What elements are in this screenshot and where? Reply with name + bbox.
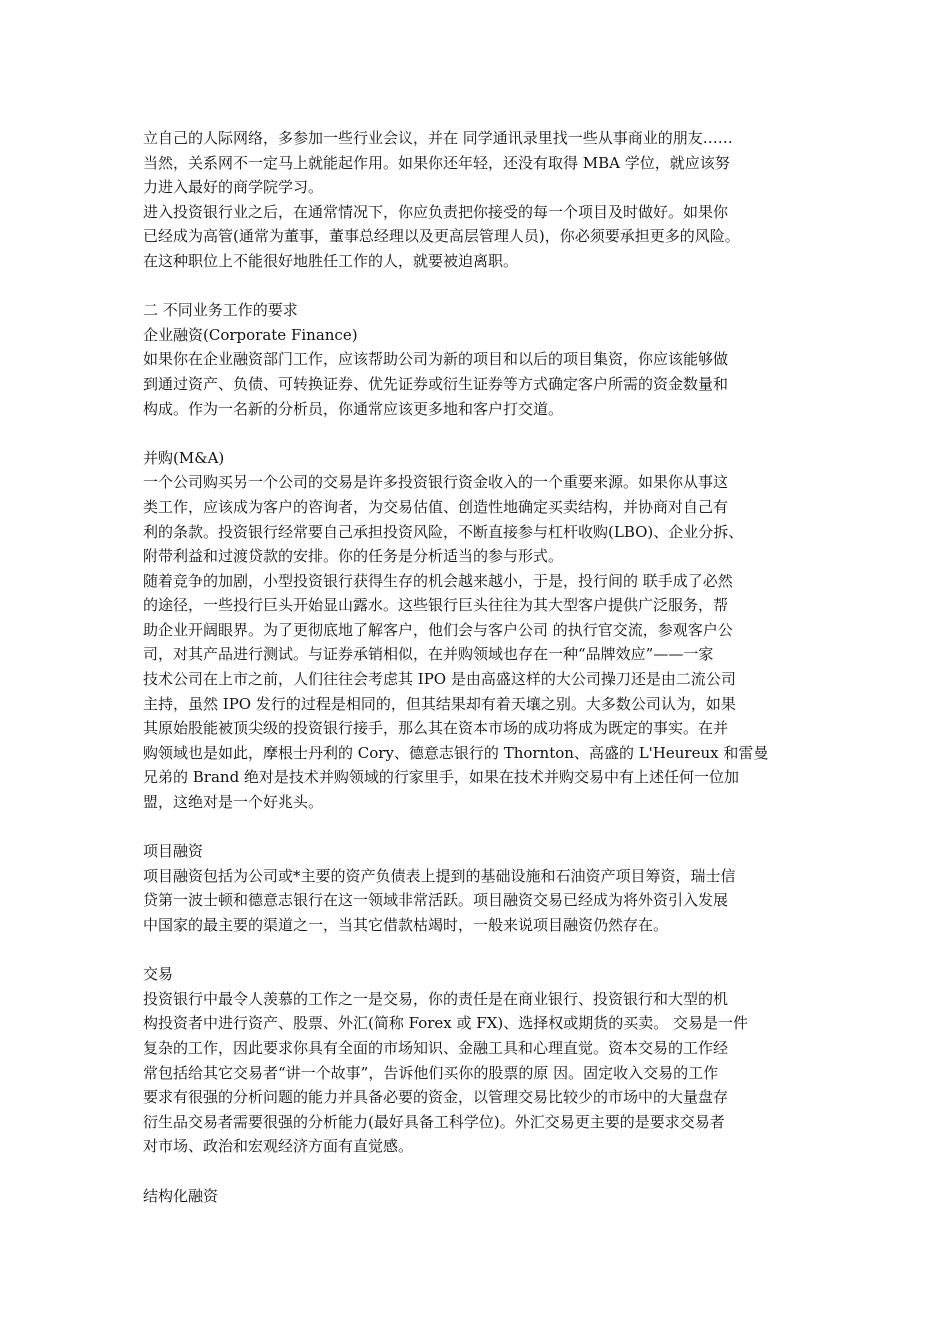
text-line: 中国家的最主要的渠道之一，当其它借款枯竭时，一般来说项目融资仍然存在。: [143, 916, 669, 934]
text-line: 到通过资产、负债、可转换证券、优先证券或衍生证券等方式确定客户所需的资金数量和: [143, 374, 729, 393]
paragraph: [143, 347, 815, 421]
text-line: 常包括给其它交易者“讲一个故事”，告诉他们买你的股票的原 因。固定收入交易的工作: [143, 1063, 719, 1082]
text-line: 结构化融资: [143, 1186, 219, 1205]
text-line: 构投资者中进行资产、股票、外汇(简称 Forex 或 FX)、选择权或期货的买卖。 交易是一件: [143, 1014, 748, 1033]
text-line: 盟，这绝对是一个好兆头。: [143, 793, 324, 812]
text-line: 如果你在企业融资部门工作，应该帮助公司为新的项目和以后的项目集资，你应该能够做: [143, 350, 729, 369]
text-line: 立自己的人际网络，多参加一些行业会议，并在 同学通讯录里找一些从事商业的朋友……: [143, 129, 733, 147]
text-line: 助企业开阔眼界。为了更彻底地了解客户，他们会与客户公司 的执行官交流，参观客户公: [143, 620, 733, 639]
text-line: 项目融资包括为公司或*主要的资产负债表上提到的基础设施和石油资产项目筹资，瑞士信: [143, 866, 736, 885]
paragraph: [143, 569, 815, 815]
text-line: 交易: [143, 965, 174, 984]
paragraph: [143, 864, 815, 938]
text-line: 在这种职位上不能很好地胜任工作的人，就要被迫离职。: [143, 251, 519, 270]
text-line: 构成。作为一名新的分析员，你通常应该更多地和客户打交道。: [143, 399, 564, 418]
text-line: 投资银行中最令人羡慕的工作之一是交易，你的责任是在商业银行、投资银行和大型的机: [143, 989, 729, 1008]
text-line: 已经成为高管(通常为董事，董事总经理以及更高层管理人员)，你必须要承担更多的风险。: [143, 227, 740, 246]
paragraph: [143, 446, 815, 471]
text-line: 购领域也是如此，摩根士丹利的 Cory、德意志银行的 Thornton、高盛的 L'Heureux 和雷曼: [143, 743, 769, 762]
text-line: 附带利益和过渡贷款的安排。你的任务是分析适当的参与形式。: [143, 547, 564, 566]
blank-line: [143, 938, 815, 963]
blank-line: [143, 815, 815, 840]
text-line: 一个公司购买另一个公司的交易是许多投资银行资金收入的一个重要来源。如果你从事这: [143, 473, 729, 492]
paragraph: [143, 323, 815, 348]
text-line: 技术公司在上市之前，人们往往会考虑其 IPO 是由高盛这样的大公司操刀还是由二流公司: [143, 670, 736, 689]
text-line: 二 不同业务工作的要求: [143, 301, 298, 320]
text-line: 的途径，一些投行巨头开始显山露水。这些银行巨头往往为其大型客户提供广泛服务，帮: [143, 596, 729, 615]
paragraph: [143, 987, 815, 1159]
text-line: 并购(M&A): [143, 448, 225, 467]
text-line: 随着竞争的加剧，小型投资银行获得生存的机会越来越小，于是，投行间的 联手成了必然: [143, 571, 733, 590]
blank-line: [143, 1159, 815, 1184]
paragraph: [143, 1184, 815, 1209]
text-line: 要求有很强的分析问题的能力并具备必要的资金，以管理交易比较少的市场中的大量盘存: [143, 1088, 729, 1107]
text-line: 企业融资(Corporate Finance): [143, 325, 358, 344]
text-line: 复杂的工作，因此要求你具有全面的市场知识、金融工具和心理直觉。资本交易的工作经: [143, 1038, 729, 1057]
paragraph: [143, 962, 815, 987]
text-line: 兄弟的 Brand 绝对是技术并购领域的行家里手，如果在技术并购交易中有上述任何一位加: [143, 768, 739, 787]
paragraph: [143, 200, 815, 274]
blank-line: [143, 421, 815, 446]
text-line: 利的条款。投资银行经常要自己承担投资风险，不断直接参与杠杆收购(LBO)、企业分拆、: [143, 522, 744, 541]
blank-line: [143, 274, 815, 299]
text-line: 衍生品交易者需要很强的分析能力(最好具备工科学位)。外汇交易更主要的是要求交易者: [143, 1112, 725, 1131]
document-page: [143, 126, 815, 1208]
text-line: 主持，虽然 IPO 发行的过程是相同的，但其结果却有着天壤之别。大多数公司认为，如果: [143, 694, 736, 713]
text-line: 进入投资银行业之后，在通常情况下，你应负责把你接受的每一个项目及时做好。如果你: [143, 202, 729, 221]
text-line: 项目融资: [143, 842, 204, 861]
paragraph: [143, 298, 815, 323]
paragraph: [143, 126, 815, 200]
text-line: 对市场、政治和宏观经济方面有直觉感。: [143, 1137, 414, 1156]
text-line: 其原始股能被顶尖级的投资银行接手，那么其在资本市场的成功将成为既定的事实。在并: [143, 719, 729, 738]
paragraph: [143, 839, 815, 864]
text-line: 司，对其产品进行测试。与证券承销相似，在并购领域也存在一种“品牌效应”——一家: [143, 645, 714, 664]
text-line: 类工作，应该成为客户的咨询者，为交易估值、创造性地确定买卖结构，并协商对自己有: [143, 497, 729, 516]
text-line: 贷第一波士顿和德意志银行在这一领域非常活跃。项目融资交易已经成为将外资引入发展: [143, 891, 729, 910]
paragraph: [143, 470, 815, 568]
text-line: 力进入最好的商学院学习。: [143, 178, 324, 197]
text-line: 当然，关系网不一定马上就能起作用。如果你还年轻，还没有取得 MBA 学位，就应该努: [143, 153, 730, 172]
